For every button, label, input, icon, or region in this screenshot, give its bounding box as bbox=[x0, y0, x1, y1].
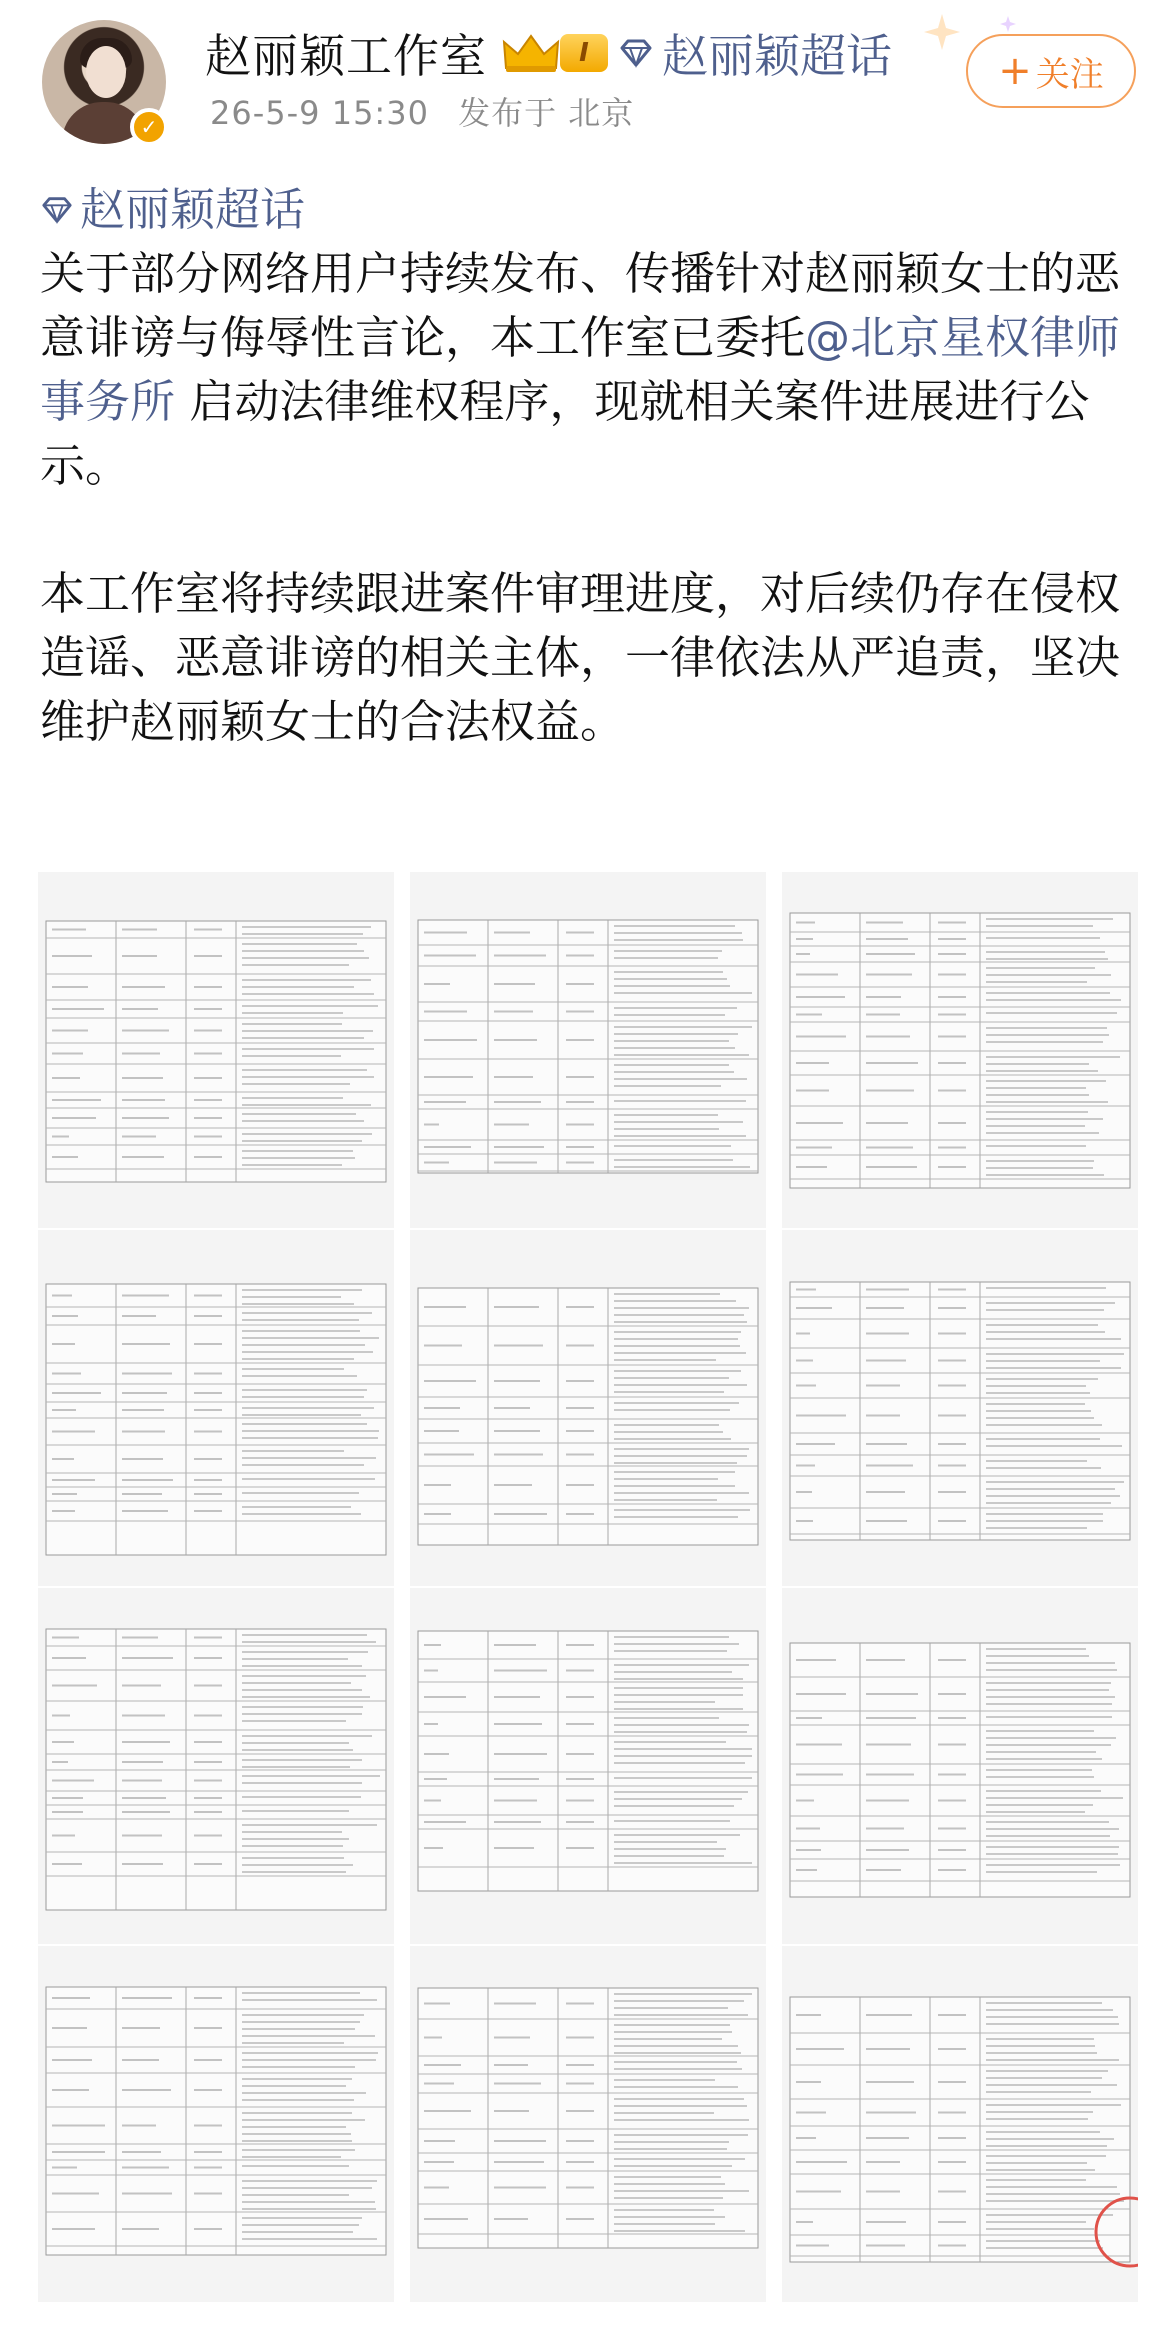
document-image[interactable] bbox=[38, 1588, 394, 1944]
username[interactable]: 赵丽颖工作室 bbox=[205, 29, 487, 83]
document-table-sheet bbox=[410, 1588, 766, 1944]
topic-link[interactable]: 赵丽颖超话 bbox=[662, 29, 892, 83]
document-table-sheet bbox=[38, 872, 394, 1228]
document-image[interactable] bbox=[782, 872, 1138, 1228]
topic-diamond-icon bbox=[618, 38, 654, 68]
post-text: 关于部分网络用户持续发布、传播针对赵丽颖女士的恶意诽谤与侮辱性言论，本工作室已委托 bbox=[40, 247, 1121, 364]
document-image[interactable] bbox=[410, 872, 766, 1228]
document-table-sheet bbox=[782, 1588, 1138, 1944]
document-image[interactable] bbox=[782, 1230, 1138, 1586]
follow-button-label: 关注 bbox=[1035, 54, 1104, 95]
location: 发布于 北京 bbox=[458, 94, 635, 132]
document-table-sheet bbox=[38, 1588, 394, 1944]
post-header bbox=[0, 0, 1176, 180]
document-table-sheet bbox=[410, 1230, 766, 1586]
document-table-sheet bbox=[782, 1946, 1138, 2302]
timestamp: 26-5-9 15:30 bbox=[210, 94, 429, 132]
document-table-sheet bbox=[38, 1230, 394, 1586]
topic-tag-label: 赵丽颖超话 bbox=[80, 183, 306, 236]
post-paragraph-1 bbox=[40, 242, 1140, 498]
document-image[interactable] bbox=[782, 1946, 1138, 2302]
document-table-sheet bbox=[38, 1946, 394, 2302]
document-image[interactable] bbox=[782, 1588, 1138, 1944]
topic-tag[interactable] bbox=[40, 178, 1140, 242]
crown-icon bbox=[500, 30, 562, 74]
document-table-sheet bbox=[410, 1946, 766, 2302]
document-image[interactable] bbox=[38, 1946, 394, 2302]
plus-icon: + bbox=[998, 48, 1032, 94]
document-image[interactable] bbox=[410, 1588, 766, 1944]
follow-button[interactable] bbox=[966, 34, 1136, 108]
document-table-sheet bbox=[782, 872, 1138, 1228]
document-table-sheet bbox=[782, 1230, 1138, 1586]
post-meta bbox=[210, 88, 634, 134]
post-body bbox=[40, 178, 1140, 754]
level-badge: I bbox=[560, 34, 608, 72]
topic-diamond-icon bbox=[40, 195, 74, 225]
post-text: 启动法律维权程序，现就相关案件进展进行公示。 bbox=[40, 375, 1090, 492]
image-grid bbox=[38, 872, 1138, 2312]
post-paragraph-2: 本工作室将持续跟进案件审理进度，对后续仍存在侵权造谣、恶意诽谤的相关主体，一律依法从严追责，坚决维护赵丽颖女士的合法权益。 bbox=[40, 567, 1121, 748]
document-image[interactable] bbox=[410, 1230, 766, 1586]
mention-link[interactable]: @北京星权律师事务所 bbox=[40, 311, 1121, 428]
document-table-sheet bbox=[410, 872, 766, 1228]
verified-badge-icon: ✓ bbox=[130, 108, 168, 146]
document-image[interactable] bbox=[38, 1230, 394, 1586]
document-image[interactable] bbox=[410, 1946, 766, 2302]
document-image[interactable] bbox=[38, 872, 394, 1228]
